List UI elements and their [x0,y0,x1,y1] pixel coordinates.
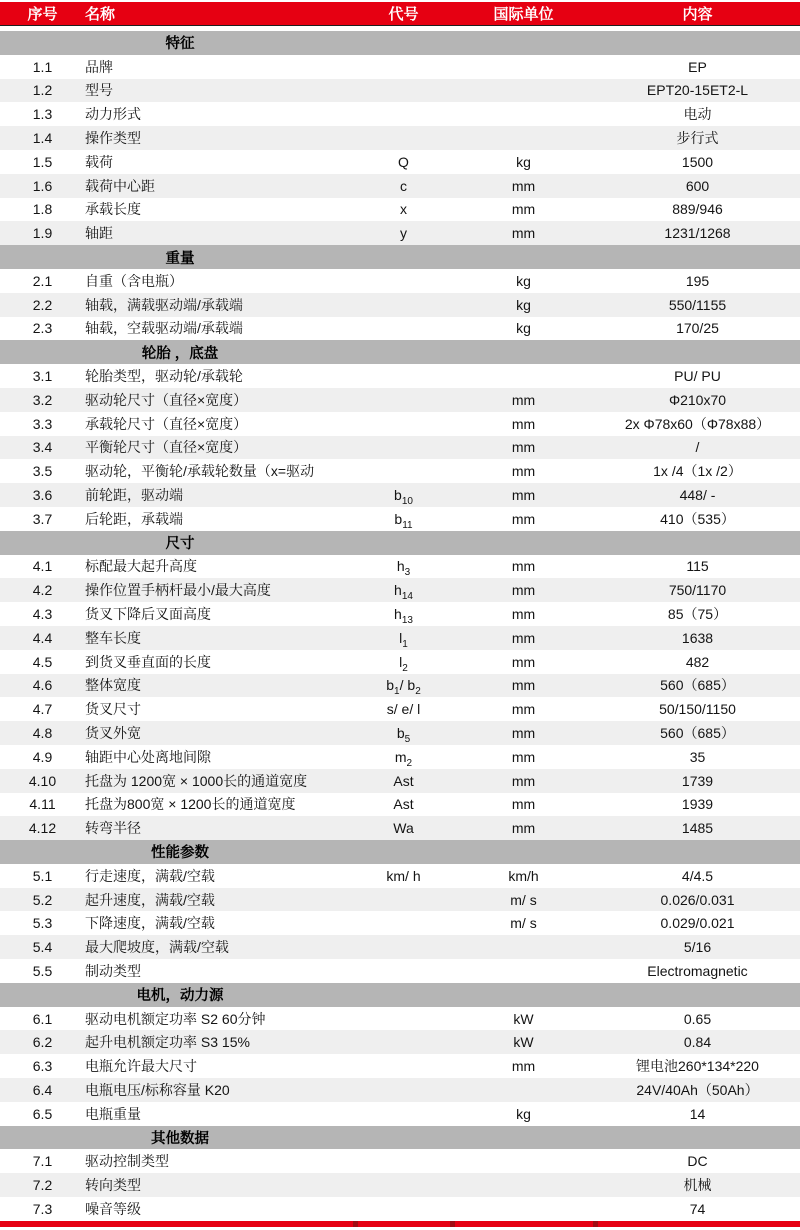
row-code: Q [398,153,409,170]
row-unit: mm [511,653,536,670]
spec-row [0,269,800,293]
row-unit: kg [516,153,531,170]
section-title: 重量 [165,250,195,267]
spec-row [0,174,800,198]
row-index: 1.5 [32,153,53,170]
row-code: x [400,201,407,218]
row-name: 整体宽度 [85,677,141,694]
row-name: 驱动轮，平衡轮/承载轮数量（x=驱动 [85,463,315,480]
row-value: / [695,439,700,456]
spec-row [0,150,800,174]
spec-row [0,317,800,341]
row-name: 型号 [85,82,113,99]
row-unit: m/ s [510,891,537,908]
row-code: $b_{11}$ [394,510,413,531]
row-code: $b_{10}$ [394,487,413,507]
row-value: 0.84 [683,1034,712,1051]
spec-row [0,721,800,745]
row-unit: mm [511,582,536,599]
row-value: 14 [689,1105,706,1122]
row-index: 3.5 [32,463,53,480]
row-index: 1.9 [32,225,53,242]
row-name: 转弯半径 [85,820,141,837]
row-code: Wa [393,820,414,837]
row-code: $m_2$ [394,748,413,769]
row-unit: m/ s [510,915,537,932]
row-index: 4.12 [28,820,57,837]
section-title: 轮胎 ，底盘 [141,345,219,362]
row-unit: kg [516,296,531,313]
row-value: 550/1155 [668,296,727,313]
row-value: 750/1170 [668,582,727,599]
row-unit: kg [516,272,531,289]
row-unit: mm [511,558,536,575]
row-unit: mm [511,177,536,194]
row-name: 托盘为800宽 × 1200长的通道宽度 [85,796,296,813]
row-unit: mm [511,677,536,694]
row-index: 4.7 [32,701,53,718]
section-title: 性能参数 [151,845,209,862]
row-name: 品牌 [85,58,113,75]
spec-row [0,959,800,983]
footer-column-divider [593,1221,598,1227]
row-value: DC [687,1153,708,1170]
row-code: Ast [393,772,414,789]
spec-row [0,888,800,912]
row-value: 170/25 [676,320,719,337]
spec-row [0,697,800,721]
row-value: 1500 [681,153,714,170]
spec-row [0,221,800,245]
row-value: 74 [689,1200,706,1217]
row-value: 1485 [681,820,714,837]
row-code: $l_2$ [399,653,408,674]
section-header-row [0,840,800,864]
row-index: 6.2 [32,1034,53,1051]
row-code: y [400,225,407,242]
row-name: 轴距 [85,225,113,242]
row-name: 起升速度，满载/空载 [85,891,215,908]
row-index: 7.1 [32,1153,53,1170]
row-index: 1.6 [32,177,53,194]
section-header-row [0,245,800,269]
row-index: 3.6 [32,487,53,504]
row-index: 3.4 [32,439,53,456]
row-index: 5.5 [32,962,53,979]
row-name: 货叉下降后叉面高度 [85,606,211,623]
row-value: 889/946 [672,201,723,218]
row-code: $h_{14}$ [394,582,413,603]
spec-row [0,1102,800,1126]
row-index: 7.2 [32,1177,53,1194]
footer-column-divider [450,1221,455,1227]
row-name: 驱动控制类型 [85,1153,169,1170]
spec-sheet [0,2,800,1227]
row-name: 最大爬坡度，满载/空载 [85,939,229,956]
row-code: $h_3$ [396,558,411,579]
row-name: 到货叉垂直面的长度 [85,653,211,670]
table-header-row [0,2,800,26]
section-title: 电机，动力源 [136,988,224,1005]
row-unit: mm [511,225,536,242]
spec-row [0,911,800,935]
header-col-name: 名称 [85,6,116,23]
row-name: 自重（含电瓶） [85,272,183,289]
row-code: km/ h [386,867,421,884]
spec-row [0,55,800,79]
spec-row [0,1197,800,1221]
row-value: 410（535） [660,510,735,527]
row-unit: mm [511,510,536,527]
row-value: 1739 [681,772,714,789]
row-name: 操作位置手柄杆最小/最大高度 [85,582,271,599]
row-unit: mm [511,772,536,789]
row-index: 6.4 [32,1081,53,1098]
row-index: 5.3 [32,915,53,932]
row-index: 4.3 [32,606,53,623]
row-name: 货叉外宽 [85,725,141,741]
row-unit: mm [511,201,536,218]
row-unit: mm [511,487,536,504]
row-unit: mm [511,796,536,813]
spec-row [0,79,800,103]
row-name: 驱动电机额定功率 S2 60分钟 [85,1010,266,1027]
spec-row [0,126,800,150]
row-value: 195 [685,272,710,289]
spec-row [0,1030,800,1054]
spec-row [0,102,800,126]
row-index: 4.11 [29,796,56,813]
row-unit: kW [513,1010,534,1027]
spec-row [0,745,800,769]
spec-row [0,483,800,507]
row-name: 驱动轮尺寸（直径×宽度） [85,391,248,408]
row-name: 载荷 [85,153,113,170]
row-value: Φ210x70 [668,391,727,408]
row-unit: mm [511,725,536,741]
row-index: 2.1 [32,272,53,289]
row-value: 85（75） [667,606,728,623]
spec-row [0,793,800,817]
row-name: 轮胎类型，驱动轮/承载轮 [85,368,243,385]
row-name: 转向类型 [85,1177,141,1194]
spec-row [0,1007,800,1031]
row-unit: mm [511,439,536,456]
row-name: 标配最大起升高度 [85,558,197,575]
header-col-unit: 国际单位 [493,6,554,23]
row-value: 50/150/1150 [659,701,736,718]
row-unit: mm [511,820,536,837]
spec-row [0,1054,800,1078]
row-unit: kg [516,320,531,337]
row-index: 4.4 [32,629,53,646]
row-name: 起升电机额定功率 S3 15% [85,1034,250,1051]
row-index: 1.2 [32,82,53,99]
row-index: 2.2 [32,296,53,313]
row-value: 5/16 [683,939,712,956]
header-col-index: 序号 [27,6,58,23]
spec-row [0,650,800,674]
spec-row [0,1078,800,1102]
row-value: 448/ - [679,487,716,504]
row-value: 1638 [681,629,714,646]
row-name: 前轮距，驱动端 [85,487,183,504]
row-name: 下降速度，满载/空载 [85,915,215,932]
row-index: 1.1 [32,58,53,75]
row-name: 托盘为 1200宽 × 1000长的通道宽度 [85,772,308,789]
spec-row [0,864,800,888]
row-index: 4.1 [32,558,53,575]
row-value: Electromagnetic [647,962,748,979]
row-unit: mm [511,415,536,432]
row-code: $l_1$ [399,629,408,650]
row-index: 1.8 [32,201,53,218]
spec-row [0,507,800,531]
section-header-row [0,531,800,555]
row-index: 4.10 [28,772,57,789]
spec-row [0,935,800,959]
row-name: 噪音等级 [85,1200,141,1217]
row-index: 5.2 [32,891,53,908]
row-value: 1939 [681,796,714,813]
row-index: 3.7 [32,510,53,527]
row-index: 6.1 [32,1010,53,1027]
spec-row [0,412,800,436]
spec-row [0,388,800,412]
section-header-row [0,983,800,1007]
row-value: 锂电池260*134*220 [636,1058,759,1075]
row-name: 动力形式 [85,106,141,123]
row-unit: mm [511,701,536,718]
row-code: s/ e/ l [386,701,421,718]
row-unit: kW [513,1034,534,1051]
row-code: $h_{13}$ [394,606,413,626]
spec-row [0,459,800,483]
row-index: 4.9 [32,748,53,765]
spec-row [0,769,800,793]
row-index: 3.3 [32,415,53,432]
section-title: 其他数据 [151,1131,209,1148]
row-name: 轴载，满载驱动端/承载端 [85,296,243,313]
row-value: 4/4.5 [681,867,714,884]
row-unit: mm [511,606,536,623]
row-index: 5.4 [32,939,53,956]
row-name: 货叉尺寸 [85,701,141,718]
row-value: 600 [685,177,710,194]
row-index: 4.8 [32,725,53,741]
row-value: 24V/40Ah（50Ah） [636,1081,759,1098]
row-index: 4.6 [32,677,53,694]
row-name: 电瓶重量 [85,1105,141,1122]
row-index: 1.4 [32,130,53,147]
section-title: 尺寸 [165,536,195,553]
row-unit: mm [511,463,536,480]
row-index: 4.5 [32,653,53,670]
row-name: 平衡轮尺寸（直径×宽度） [85,439,248,456]
spec-row [0,293,800,317]
spec-row [0,1173,800,1197]
row-name: 承载长度 [85,201,141,218]
table-body [0,31,800,1221]
row-unit: kg [516,1105,531,1122]
row-name: 轴载，空载驱动端/承载端 [85,320,243,337]
row-value: 步行式 [676,130,719,147]
row-index: 2.3 [32,320,53,337]
row-code: c [400,177,407,194]
spec-row [0,364,800,388]
footer-column-divider [353,1221,358,1227]
spec-row [0,602,800,626]
spec-row [0,436,800,460]
row-name: 承载轮尺寸（直径×宽度） [85,415,248,432]
spec-row [0,674,800,698]
spec-row [0,578,800,602]
row-value: 电动 [683,106,712,123]
section-header-row [0,1126,800,1150]
spec-row [0,555,800,579]
row-name: 整车长度 [85,629,141,646]
row-name: 载荷中心距 [85,177,155,194]
row-value: 1x /4（1x /2） [653,463,742,480]
row-unit: mm [511,1058,536,1075]
spec-row [0,626,800,650]
section-title: 特征 [165,36,195,53]
row-index: 3.1 [32,368,53,385]
row-value: EP [688,58,707,75]
row-code: Ast [393,796,414,813]
row-index: 6.3 [32,1058,53,1075]
row-value: 35 [689,748,706,765]
row-index: 7.3 [32,1200,53,1217]
row-value: EPT20-15ET2-L [646,82,749,99]
row-value: 0.026/0.031 [660,891,735,908]
header-col-code: 代号 [388,6,419,23]
spec-row [0,198,800,222]
row-name: 电瓶允许最大尺寸 [85,1058,197,1075]
row-value: 482 [685,653,710,670]
row-index: 5.1 [32,867,53,884]
row-value: 560（685） [660,725,735,741]
row-name: 轴距中心处离地间隙 [85,748,211,765]
row-value: 0.029/0.021 [660,915,735,932]
row-code: $b_5$ [396,725,411,745]
row-index: 3.2 [32,391,53,408]
row-index: 1.3 [32,106,53,123]
row-value: 0.65 [683,1010,712,1027]
spec-row [0,816,800,840]
row-unit: km/h [508,867,539,884]
section-header-row [0,31,800,55]
section-header-row [0,340,800,364]
row-index: 4.2 [32,582,53,599]
row-value: 115 [686,558,709,575]
header-col-content: 内容 [682,6,713,23]
row-code: $b_1/$ $b_2$ [386,677,421,698]
row-value: 2x Φ78x60（Φ78x88） [624,415,771,432]
row-name: 操作类型 [85,130,141,147]
spec-row [0,1149,800,1173]
row-value: 560（685） [660,677,735,694]
row-name: 后轮距，承载端 [85,510,183,527]
row-name: 行走速度，满载/空载 [85,867,215,884]
row-unit: mm [511,629,536,646]
row-unit: mm [511,391,536,408]
row-value: 机械 [683,1177,712,1194]
row-index: 6.5 [32,1105,53,1122]
row-name: 制动类型 [85,962,141,979]
row-value: 1231/1268 [664,225,731,242]
row-unit: mm [511,748,536,765]
row-name: 电瓶电压/标称容量 K20 [85,1081,230,1098]
bottom-red-bar [0,1221,800,1227]
row-value: PU/ PU [674,368,721,385]
